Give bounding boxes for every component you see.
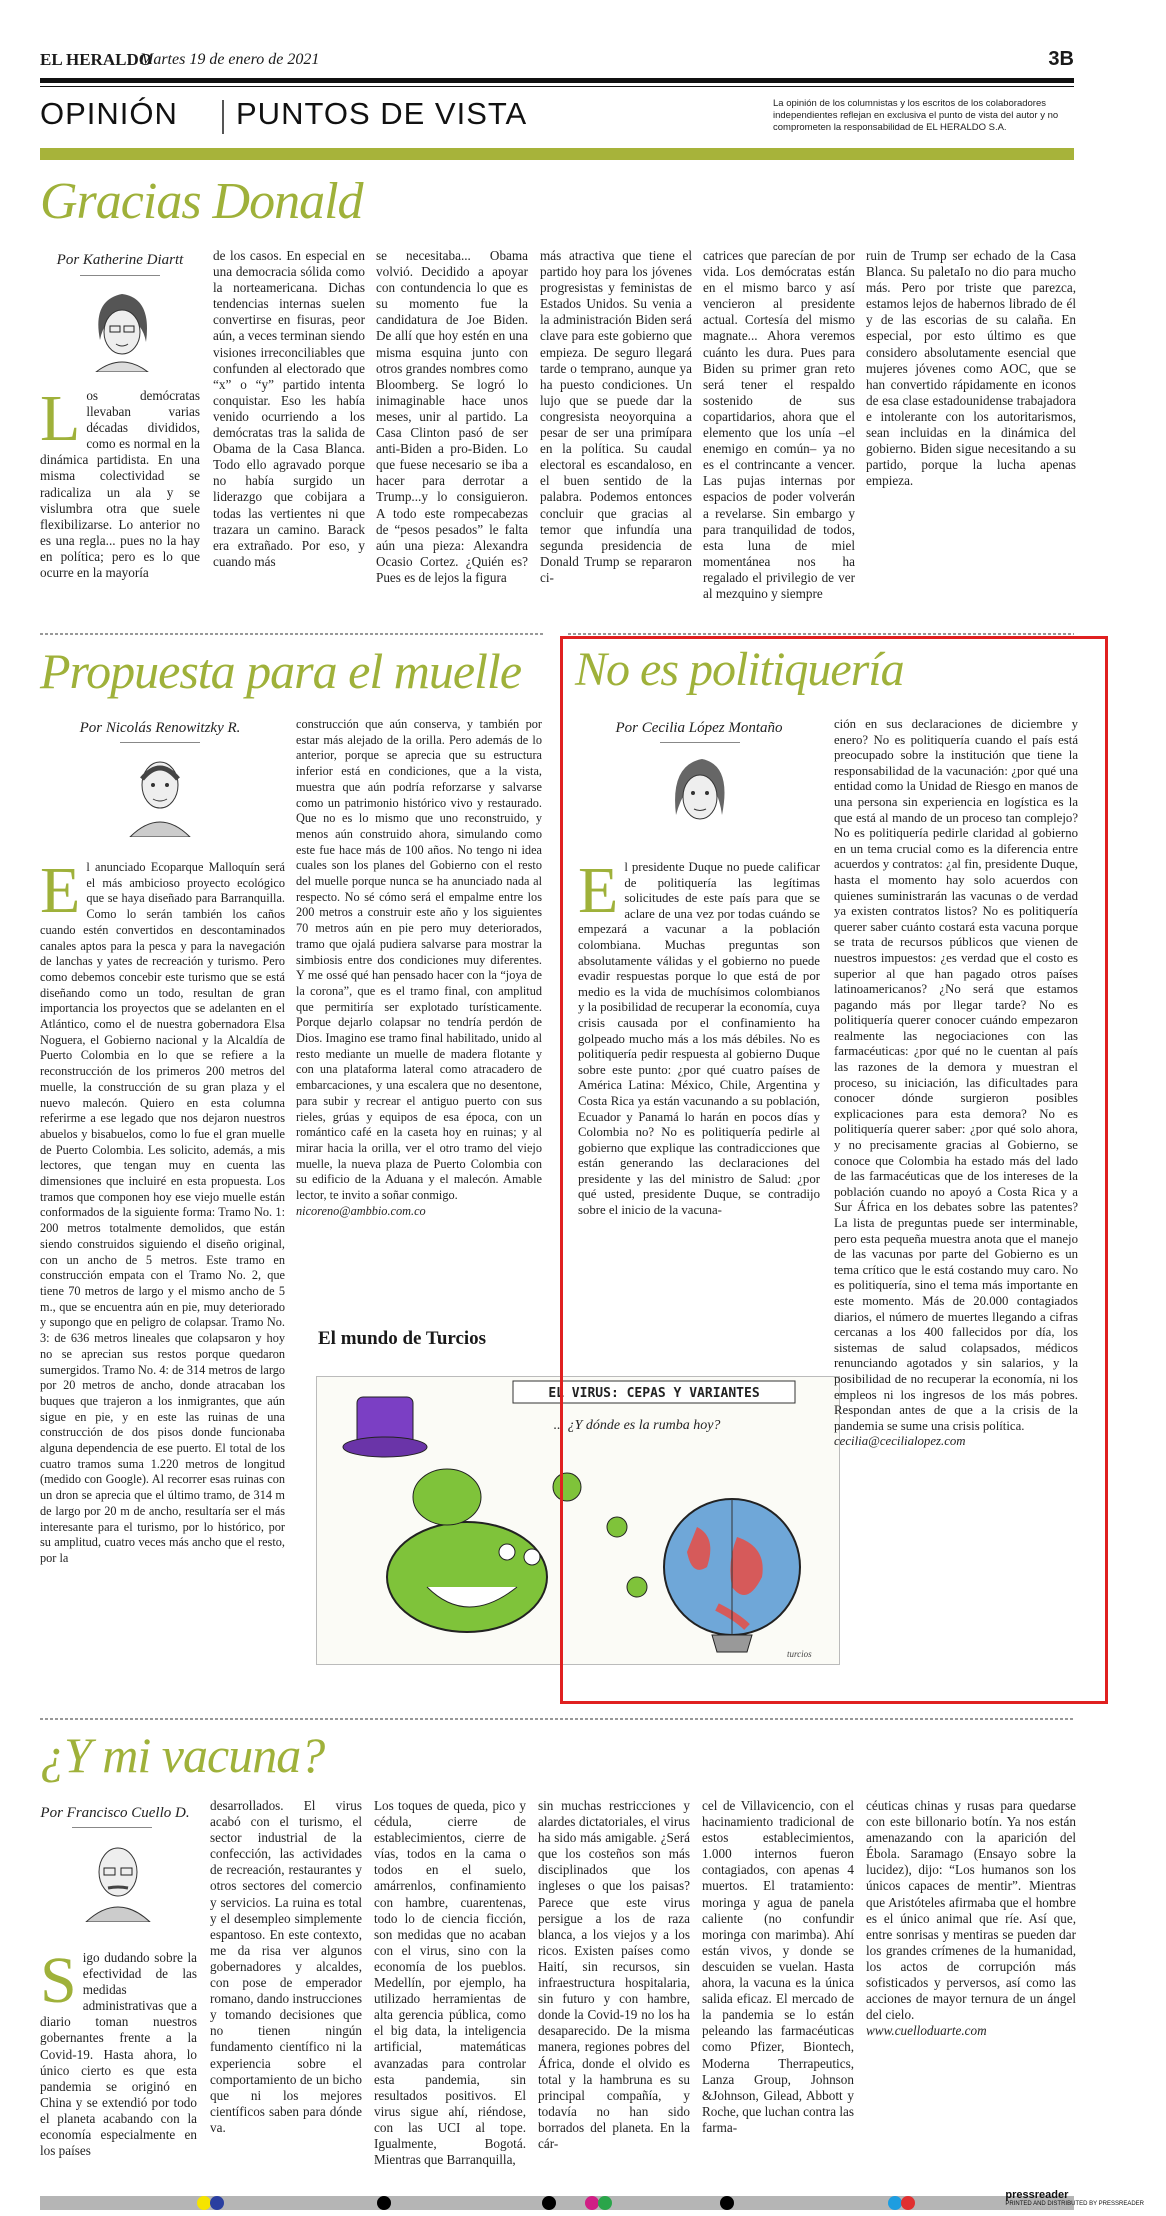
disclaimer-text: La opinión de los columnistas y los escritos de los colaboradores independientes reflejan en exclusiva el punto de vista del autor y no comprometen la responsabilidad de EL HERALDO S.A. — [773, 98, 1059, 133]
cartoon-speech: ... ¿Y dónde es la rumba hoy? — [553, 1418, 721, 1433]
byline: Por Katherine Diartt — [56, 252, 184, 268]
drop-cap: E — [40, 854, 81, 927]
byline-rule — [72, 1827, 152, 1828]
cartoon-title: El mundo de Turcios — [318, 1328, 487, 1349]
article-column: construcción que aún conserva, y también por estar más alejado de la orilla. Pero además de lo anterior, porque se aprecia que su estructura inferior está en condiciones, que a la vista, muestra que aún podría reforzarse y salvarse como un patrimonio histórico vivo y restaurado. Que no es lo mismo que uno reconstruido, y menos aún construido ahora, simulando como este fue hace más de 100 años. No tengo ni idea cuales son los planes del Gobierno con el resto del muelle porque nunca se ha anunciado nada al respecto. No sé cómo será el empalme entre los 200 metros a construir este año y los siguientes 70 metros aún en pie pero muy deteriorados, tramo que ojalá pudiera salvarse para mostrar la simbiosis entre dos condiciones muy diferentes. Y me ossé qué han pensado hacer con la “joya de la corona”, que es el tramo final, con amplitud que permitiría ser explotado turísticamente. Porque dejarlo colapsar no tendría perdón de Dios. Imagino ese tramo final habilitado, unido al resto mediante un muelle de madera flotante y con una plataforma lateral como atracadero de embarcaciones, y una escalera que no desentone, para subir y recrear el antiguo puerto con sus rieles, grúas y equipos de esa época, con un romántico café en la caseta hoy en ruinas; y al mirar hacia la orilla, ver el otro tramo del viejo muelle, la nueva plaza de Puerto Colombia con su edificio de la Aduana y el malecón. Amable lector, te invito a soñar conmigo. nicoreno@ambbio.com.co — [296, 717, 542, 1218]
print-color-bar — [40, 2196, 1074, 2210]
section-separator — [222, 100, 224, 134]
section-divider — [568, 633, 1074, 635]
cartoon-artist: turcios — [787, 1649, 812, 1659]
registration-dot-cyan — [888, 2196, 902, 2210]
byline: Por Francisco Cuello D. — [40, 1805, 190, 1821]
page-number: 3B — [1048, 48, 1074, 70]
article-column: El presidente Duque no puede calificar de politiquería las legítimas solicitudes de este país para que se aclare de una vez por todas cuándo se empezará a vacunar a la población colombiana. Muchas preguntas son absolutamente válidas y el gobierno no puede evadir respuestas porque lo que está de por medio es la vida de muchísimos colombianos y la posibilidad de recuperar la economía, cuya crisis causada por el confinamiento ha golpeado mucho más a los más débiles. No es politiquería pedir respuesta al gobierno Duque sobre este punto: ¿por qué cuatro países de América Latina: México, Chile, Argentina y Costa Rica ya están vacunando a su población, Ecuador y Panamá lo harán en pocos días y Colombia no? No es politiquería pedirle al gobierno que explique las contradicciones que están generando las declaraciones del presidente y las del ministro de Salud: ¿por qué usted, presidente Duque, se contradijo sobre el inicio de la vacuna- — [578, 854, 820, 1218]
subsection-title: PUNTOS DE VISTA — [236, 96, 528, 131]
drop-cap: S — [40, 1944, 77, 2017]
drop-cap: L — [40, 382, 81, 455]
pressreader-label: pressreader — [1005, 2189, 1069, 2201]
registration-dot-black — [542, 2196, 556, 2210]
masthead-paper: EL HERALDO — [40, 50, 152, 69]
author-portrait — [82, 280, 162, 372]
section-divider — [40, 1718, 1074, 1720]
article-column: ruin de Trump ser echado de la Casa Blanca. Su paletaIo no dio para mucho más. Pero por triste que parezca, estamos lejos de habernos librado de él y de las escorias de su calaña. En especial, por esto último es que considero absolutamente esencial que mujeres jóvenes como AOC, que se han convertido rápidamente en iconos de esa clase estadounidense trabajadora e intolerante con los autoritarismos, sean incluidas en la dinámica del gobierno. Biden sigue necesitando a su partido, porque la lucha apenas empieza. — [866, 248, 1076, 489]
registration-dot-black — [720, 2196, 734, 2210]
author-email: cecilia@cecilialopez.com — [834, 1434, 966, 1449]
article-column: de los casos. En especial en una democracia sólida como la norteamericana. Dichas tendencias internas suelen convertirse en fisuras, peor aún, a veces terminan siendo visiones irreconciliables que confunden al electorado que “x” o “y” partido intenta conquistar. Eso les había venido ocurriendo a los demócratas tras la salida de Obama de la Casa Blanca. Todo ello agravado porque no había surgido un liderazgo que cobijara a todas las vertientes ni que trazara un camino. Barack era extrañado. Por eso, y cuando más — [213, 248, 365, 569]
drop-cap: E — [578, 854, 619, 927]
section-title — [40, 96, 178, 132]
author-website: www.cuelloduarte.com — [866, 2023, 987, 2039]
article-title: No es politiquería — [575, 643, 904, 696]
article-column: se necesitaba... Obama volvió. Decidido a apoyar con contundencia lo que es su momento fue la candidatura de Joe Biden. De allí que hoy estén en una misma esquina junto con otros grandes nombres como Bloomberg. Se logró lo inimaginable hace unos meses, unir al partido. La Casa Clinton pasó de ser anti-Biden a pro-Biden. Lo que fuese necesario se iba a hacer para derrotar a Trump...y lo consiguieron. A todo este rompecabezas de “pesos pesados” le falta aún una pieza: Alexandra Ocasio Cortez. ¿Quién es? Pues es de lejos la figura — [376, 248, 528, 585]
article-column: desarrollados. El virus acabó con el turismo, el sector industrial de la confección, las actividades de recreación, restaurantes y otros sectores del comercio y servicios. La ruina es total y el desempleo simplemente espantoso. En este contexto, me da risa ver algunos gobernadores y alcaldes, con pose de emperador romano, dando instrucciones y tomando decisiones que no tienen ningún fundamento científico ni la experiencia sobre el comportamiento de un bicho que ni los mejores científicos saben para dónde va. — [210, 1798, 362, 2135]
header-rule — [40, 78, 1074, 83]
registration-dot-red — [901, 2196, 915, 2210]
registration-dot-magenta — [585, 2196, 599, 2210]
byline: Por Nicolás Renowitzky R. — [79, 720, 241, 736]
byline: Por Cecilia López Montaño — [615, 720, 783, 736]
registration-dot-blue — [210, 2196, 224, 2210]
section-divider — [40, 633, 545, 635]
article-column: cel de Villavicencio, con el hacinamiento tradicional de estos establecimientos, 1.000 internos fueron contagiados, con apenas 4 muertos. El tratamiento: moringa y agua de panela caliente (no confundir moringa con marimba). Ahí están vivos, y donde se descuiden se vuelan. Hasta ahora, la vacuna es la única salida eficaz. El mercado de la pandemia se lo están peleando las farmacéuticas como Pfizer, Biontech, Moderna Therrapeutics, Lanza Group, Johnson &Johnson, Gilead, Abbott y Roche, que luchan contra las farma- — [702, 1798, 854, 2135]
article-title: Gracias Donald — [40, 173, 363, 230]
header-rule-thin — [40, 86, 1074, 87]
pressreader-logo — [1005, 2189, 1144, 2207]
author-portrait — [78, 1830, 158, 1922]
article-column: Los toques de queda, pico y cédula, cierre de establecimientos, cierre de vías, todos en la cama o todos en el suelo, amárrenlos, confinamiento con hambre, cuarentenas, todo lo de ciencia ficción, son medidas que no acaban con el virus, sino con la economía de los pueblos. Medellín, por ejemplo, ha utilizado herramientas de alta gerencia pública, como el big data, la inteligencia artificial, matemáticas avanzadas para controlar esta pandemia, sin resultados positivos. El virus sigue ahí, riéndose, con las UCI al tope. Igualmente, Bogotá. Mientras que Barranquilla, — [374, 1798, 526, 2168]
author-email: nicoreno@ambbio.com.co — [296, 1203, 426, 1218]
registration-dot-yellow — [197, 2196, 211, 2210]
article-column: Los demócratas llevaban varias décadas divididos, como es normal en la dinámica partidista. En una misma colectividad se radicaliza un ala y se vislumbra otra que suele flexibilizarse. Lo anterior no es una regla... pues no la hay en política; pero es lo que ocurre en la mayoría — [40, 382, 200, 581]
author-portrait — [120, 745, 200, 837]
section-label: OPINIÓN — [40, 96, 178, 131]
article-title: Propuesta para el muelle — [40, 643, 522, 699]
accent-rule — [40, 148, 1074, 160]
article-column: El anunciado Ecoparque Malloquín será el más ambicioso proyecto ecológico que se haya diseñado para Barranquilla. Como lo serán también los caños cuando estén convertidos en descontaminados canales aptos para la pesca y para la navegación de lanchas y yates de recreación y turismo. Pero como debemos concebir este turismo que se está diseñando como un todo, resultan de gran importancia los proyectos que se adelanten en el Atlántico, como el de nuestra gobernadora Elsa Noguera, el Gobierno nacional y la Alcaldía de Puerto Colombia en lo que se refiere a la reconstrucción de los primeros 200 metros del muelle, la construcción de su gran plaza y el nuevo malecón. Quiero en esta columna referirme a ese legado que nos dejaron nuestros abuelos y bisabuelos, como lo fue el gran muelle de Puerto Colombia. Les solicito, además, a mis lectores, que tengan muy en cuenta las dimensiones que incluiré en esta propuesta. Los tramos que componen hoy ese viejo muelle están conformados de la siguiente forma: Tramo No. 1: 200 metros totalmente demolidos, que están siendo construidos siguiendo el diseño original, con un ancho de 5 metros. Este tramo en construcción empata con el Tramo No. 2, que tiene 70 metros de largo y el mismo ancho de 5 m., que se encuentra aún en pie, muy deteriorado y supongo que en peligro de colapsar. Tramo No. 3: de 636 metros lineales que colapsaron y hoy no se aprecian sus restos porque quedaron sumergidos. Tramo No. 4: de 314 metros de largo por 20 metros de ancho, donde atracaban los buques que trajeron a los inmigrantes, que aún sigue en pie, y en este las ruinas de una construcción de dos pisos donde funcionaba alguna dependencia de ese puerto. El total de los cuatro tramos suma 1.220 metros de longitud (medido con Google). Al recorrer esas ruinas con un dron se aprecia que el último tramo, de 314 m de largo por 20 m de ancho, resultaría ser el más interesante para el turismo, por lo histórico, por su amplitud, cuatro veces más ancho que el resto, por la — [40, 854, 285, 1565]
article-column: Sigo dudando sobre la efectividad de las medidas administrativas que a diario toman nuestros gobernantes frente a la Covid-19. Hasta ahora, lo único cierto es que esta pandemia se originó en China y se extendió por todo el planeta acabando con la economía especialmente en los países — [40, 1944, 197, 2159]
article-column: céuticas chinas y rusas para quedarse con este billonario botín. Ya nos están amenazando con la aparición del Ébola. Saramago (Ensayo sobre la lucidez), dijo: “Los humanos son los únicos capaces de mentir”. Mientras que Aristóteles afirmaba que el hombre es el único animal que ríe. Así que, entre sonrisas y mentiras se pueden dar los grandes crímenes de la humanidad, los actos de corrupción más sofisticados y perversos, así como las acciones de mayor ternura de un ángel del cielo. www.cuelloduarte.com — [866, 1798, 1076, 2039]
article-column: ción en sus declaraciones de diciembre y enero? No es politiquería cuando el país está preocupado sobre la institución que tiene la responsabilidad de la vacunación: ¿por qué una entidad como la Unidad de Riesgo en manos de una persona sin experiencia en logística es la que está al mando de un proceso tan complejo? No es politiquería pedirle claridad al gobierno en un tema crucial como es la diferencia entre acuerdos y contratos: ¿al fin, presidente Duque, hasta el momento hay solo acuerdos con quienes suministrarán las vacunas o de verdad ya existen contratos listos? No es politiquería querer saber cuánto costará esta vacuna porque se trata de recursos públicos que vienen de nuestros impuestos: ¿es verdad que el costo es superior al que han pagado otros países latinoamericanos? ¿No será que estamos pagando más por llegar tarde? No es politiquería querer conocer cuándo empezaron realmente las negociaciones con las farmacéuticas: ¿por qué no le cuentan al país las razones de la demora y muestran el proceso, su iniciación, las dificultades para conocer dónde surgieron posibles explicaciones para esta demora? No es politiquería querer saber: ¿por qué solo ahora, y no precisamente gracias al Gobierno, se conoce que Colombia ha estado más del lado de las farmacéuticas que de los intereses de la población cuando no apoyó a Costa Rica y a Sur África en los debates sobre las patentes? La lista de preguntas puede ser interminable, pero esta pequeña muestra anota que el manejo de las vacunas por parte del Gobierno es un tema crítico que le está costando muy caro. No es politiquería, sino el tema más importante en este momento. Más de 20.000 contagiados diarios, el número de muertes llegando a cifras cercanas a los 400 fallecidos por día, los sistemas de salud colapsados, médicos renunciando agotados y sin salarios, y la posibilidad de no recuperar la economía, ni los empleos ni los ingresos de los más pobres. Respondan antes de que a la crisis de la pandemia se sume una crisis política. cecilia@cecilialopez.com — [834, 717, 1078, 1449]
print-note: PRINTED AND DISTRIBUTED BY PRESSREADER — [1005, 2201, 1144, 2207]
registration-dot-green — [598, 2196, 612, 2210]
registration-dot-black — [377, 2196, 391, 2210]
byline-rule — [120, 742, 200, 743]
article-column: más atractiva que tiene el partido hoy para los jóvenes progresistas y feministas de Estados Unidos. Su venia a la administración Biden será clave para este gobierno que empieza. De seguro llegará tarde o temprano, aunque ya ha puesto condiciones. Un lujo que se puede dar la congresista neoyorquina a pesar de ser una primípara en la política. Su caudal electoral es escandaloso, en el buen sentido de la palabra. Podemos entonces concluir que gracias al temor que infundía una segunda presidencia de Donald Trump se repararon ci- — [540, 248, 692, 585]
highlight-box — [560, 636, 1108, 1704]
article-column: catrices que parecían de por vida. Los demócratas están en el mismo barco y así vencieron al presidente actual. Cortesía del mismo magnate... Ahora veremos cuánto les dura. Pues para Biden su primer gran reto será tener el respaldo sostenido de sus copartidarios, ahora que el elemento que los unía –el enemigo en común– ya no es el contrincante a vencer. Las pujas internas por espacios de poder volverán a revelarse. Sin embargo y para tranquilidad de todos, esta luna de miel momentánea nos ha regalado el privilegio de ver al mezquino y siempre — [703, 248, 855, 601]
masthead-date: Martes 19 de enero de 2021 — [140, 51, 320, 68]
byline-rule — [80, 275, 160, 276]
article-column: sin muchas restricciones y alardes dictatoriales, el virus ha sido más amigable. ¿Será que los costeños son más disciplinados que los ingleses o que los paisas? Parece que este virus persigue a los de raza blanca, a los viejos y a los ricos. Existen países como Haití, sin recursos, sin infraestructura hospitalaria, sin futuro y con hambre, donde la Covid-19 no los ha desaparecido. De la misma manera, regiones pobres del África, donde el olvido es total y la hambruna es su principal compañía, y todavía no han sido borrados del planeta. En la cár- — [538, 1798, 690, 2151]
cartoon-banner: EL VIRUS: CEPAS Y VARIANTES — [548, 1386, 760, 1401]
article-title: ¿Y mi vacuna? — [40, 1727, 325, 1783]
